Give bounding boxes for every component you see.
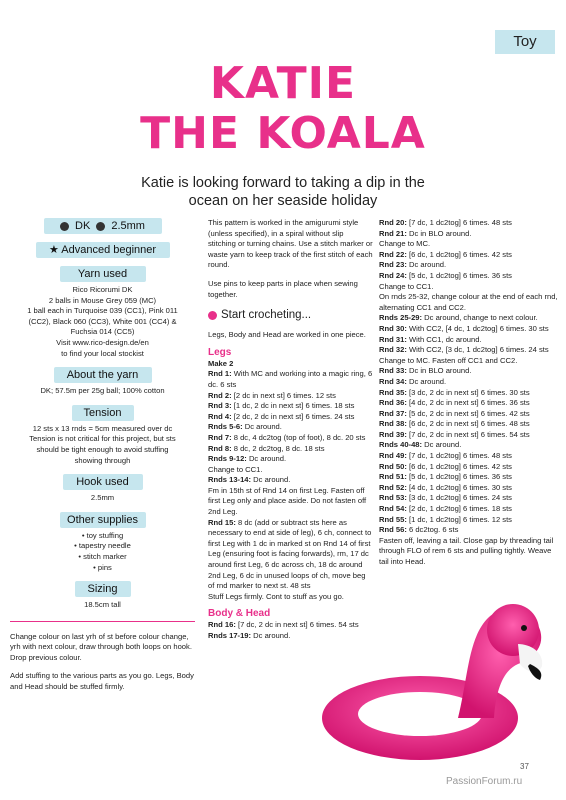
hook-size-spec: 2.5mm — [111, 220, 145, 232]
pattern-row — [379, 398, 559, 409]
yarn-line: to find your local stockist — [61, 348, 144, 358]
pattern-row — [208, 475, 373, 486]
yarn-line: Rico Ricorumi DK — [72, 285, 133, 294]
tension-line: 12 sts x 13 rnds = 5cm measured over dc — [32, 423, 173, 433]
pattern-row — [379, 504, 559, 515]
about-yarn-heading: About the yarn — [54, 367, 152, 383]
make-2: Make 2 — [208, 358, 234, 368]
round-label: Rnd 1: — [208, 369, 232, 379]
pattern-row — [208, 444, 373, 455]
tension-line: should be tight enough to avoid stuffing — [36, 444, 169, 454]
round-text: 6 dc2tog. 6 sts — [408, 525, 459, 535]
supply-item: • tapestry needle — [74, 541, 131, 551]
round-label: Rnds 13-14: — [208, 475, 252, 485]
round-label: Rnd 2: — [208, 390, 232, 400]
round-label: Rnd 51: — [379, 472, 407, 482]
title-line-2: THE KOALA — [140, 108, 426, 159]
start-crocheting — [208, 308, 373, 322]
round-text: Dc around. — [408, 260, 447, 270]
yarn-line: (CC2), Black 060 (CC3), White 001 (CC4) & — [28, 316, 177, 326]
round-label: Rnd 55: — [379, 514, 407, 524]
round-label: Rnd 23: — [379, 260, 407, 270]
round-label: Rnd 35: — [379, 387, 407, 397]
round-text: [6 dc, 1 dc2tog] 6 times. 42 sts — [408, 461, 512, 471]
round-text: Change to CC1. — [208, 464, 263, 474]
round-label: Rnd 36: — [379, 398, 407, 408]
level-pill — [36, 242, 170, 258]
round-text: [2 dc, 2 dc in next st] 6 times. 24 sts — [233, 411, 355, 421]
about-yarn-text: DK; 57.5m per 25g ball; 100% cotton — [40, 386, 165, 396]
pattern-row — [379, 440, 559, 451]
divider — [10, 621, 195, 622]
pieces-paragraph: Legs, Body and Head are worked in one piece. — [208, 330, 366, 340]
sizing-heading: Sizing — [75, 581, 131, 597]
pattern-row — [379, 229, 559, 240]
pattern-row — [208, 412, 373, 423]
yarn-line: 1 ball each in Turquoise 039 (CC1), Pink 011 — [27, 306, 178, 316]
hook-used-heading: Hook used — [63, 474, 143, 490]
round-text: 8 dc, 4 dc2tog (top of foot), 8 dc. 20 sts — [233, 432, 366, 442]
round-label: Rnd 33: — [379, 366, 407, 376]
round-text: [3 dc, 1 dc2tog] 6 times. 24 sts — [408, 493, 512, 503]
colour-change-note: Change colour on last yrh of st before colour change, yrh with next colour, draw through both loops on hook. Drop previous colour. — [10, 631, 192, 662]
round-label: Rnd 52: — [379, 482, 407, 492]
round-text: [4 dc, 2 dc in next st] 6 times. 36 sts — [408, 398, 530, 408]
round-label: Rnd 15: — [208, 517, 236, 527]
info-column — [10, 218, 195, 693]
pattern-row — [208, 465, 373, 476]
pattern-row — [379, 536, 559, 568]
round-text: Change to MC. — [379, 239, 431, 249]
round-text: [7 dc, 1 dc2tog] 6 times. 48 sts — [408, 218, 512, 227]
supply-item: • stitch marker — [78, 551, 127, 561]
round-label: Rnds 17-19: — [208, 631, 252, 640]
round-label: Rnd 31: — [379, 334, 407, 344]
yarn-ball-icon — [60, 222, 69, 231]
round-text: [5 dc, 1 dc2tog] 6 times. 36 sts — [408, 270, 512, 280]
round-text: Dc around. — [248, 454, 287, 464]
round-text: Fasten off, leaving a tail. Close gap by threading tail through FLO of rem 6 sts and pulling tightly. Weave tail into Head. — [379, 535, 554, 566]
round-label: Rnd 49: — [379, 451, 407, 461]
pattern-row — [379, 218, 559, 229]
round-text: Dc in BLO around. — [408, 228, 472, 238]
hook-used-text: 2.5mm — [90, 493, 115, 503]
star-icon: ★ — [48, 244, 59, 256]
start-heading: Start crocheting... — [221, 309, 312, 322]
pattern-row — [379, 472, 559, 483]
yarn-ball-icon — [208, 311, 217, 320]
round-label: Rnd 53: — [379, 493, 407, 503]
round-text: Dc around. — [424, 440, 462, 450]
pattern-row — [208, 401, 373, 412]
round-label: Rnds 25-29: — [379, 313, 423, 323]
pattern-row — [379, 250, 559, 261]
pattern-row — [379, 260, 559, 271]
round-text: Dc around. — [253, 631, 291, 640]
yarn-line: 2 balls in Mouse Grey 059 (MC) — [48, 295, 157, 305]
round-text: [1 dc, 2 dc in next st] 6 times. 18 sts — [233, 401, 355, 411]
round-label: Rnd 39: — [379, 429, 407, 439]
watermark: PassionForum.ru — [446, 776, 523, 787]
intro-paragraph: This pattern is worked in the amigurumi style (unless specified), in a spiral without slip stitching or turning chains. Use a stitch marker or waste yarn to keep track of the first stitch of each round. — [208, 218, 373, 270]
pins-paragraph: Use pins to keep parts in place when sewing together. — [208, 278, 358, 299]
tension-text — [10, 424, 195, 466]
supply-item: • pins — [93, 562, 112, 572]
round-text: [6 dc, 1 dc2tog] 6 times. 42 sts — [408, 249, 512, 259]
round-label: Rnds 5-6: — [208, 422, 243, 432]
round-label: Rnds 40-48: — [379, 440, 423, 450]
pattern-row — [379, 345, 559, 356]
round-label: Rnd 21: — [379, 228, 407, 238]
round-text: Change to MC. Fasten off CC1 and CC2. — [379, 355, 518, 365]
round-text: [5 dc, 1 dc2tog] 6 times. 36 sts — [408, 472, 512, 482]
round-label: Rnd 22: — [379, 249, 407, 259]
tension-heading: Tension — [72, 405, 134, 421]
pattern-row — [379, 388, 559, 399]
legs-heading: Legs — [208, 346, 232, 358]
pattern-row — [379, 335, 559, 346]
pattern-row — [379, 271, 559, 282]
round-text: [7 dc, 2 dc in next st] 6 times. 54 sts — [237, 620, 359, 630]
tension-line: Tension is not critical for this project, but sts — [29, 434, 176, 444]
round-text: Dc in BLO around. — [408, 366, 472, 376]
round-text: 8 dc, 2 dc2tog, 8 dc. 18 sts — [233, 443, 325, 453]
round-text: Dc around. — [253, 475, 291, 485]
round-text: [2 dc in next st] 6 times. 12 sts — [233, 390, 336, 400]
round-label: Rnd 54: — [379, 504, 407, 514]
round-label: Rnd 32: — [379, 345, 407, 355]
round-text: [4 dc, 1 dc2tog] 6 times. 30 sts — [408, 482, 512, 492]
round-label: Rnd 20: — [379, 218, 407, 227]
yarn-weight: DK — [75, 220, 91, 232]
round-text: [6 dc, 2 dc in next st] 6 times. 48 sts — [408, 419, 530, 429]
section-badge: Toy — [495, 30, 555, 54]
round-text: [1 dc, 1 dc2tog] 6 times. 12 sts — [408, 514, 512, 524]
round-label: Rnd 56: — [379, 525, 407, 535]
round-text: [2 dc, 1 dc2tog] 6 times. 18 sts — [408, 504, 512, 514]
yarn-line: Fuchsia 014 (CC5) — [70, 327, 135, 337]
tension-line: showing through — [74, 455, 131, 465]
pattern-row — [379, 377, 559, 388]
title-line-1: KATIE — [209, 58, 357, 109]
round-label: Rnd 16: — [208, 620, 236, 630]
intro-text: Katie is looking forward to taking a dip in the ocean on her seaside holiday — [141, 175, 425, 209]
round-text: With MC and working into a magic ring, 6 dc. 6 sts — [208, 369, 373, 389]
round-text: With CC2, [3 dc, 1 dc2tog] 6 times. 24 sts — [408, 345, 549, 355]
round-label: Rnds 9-12: — [208, 454, 247, 464]
pattern-row — [208, 433, 373, 444]
body-rounds-cont — [379, 218, 559, 568]
round-text: On rnds 25-32, change colour at the end of each rnd, alternating CC1 and CC2. — [379, 292, 558, 312]
round-text: With CC2, [4 dc, 1 dc2tog] 6 times. 30 sts — [408, 323, 549, 333]
yarn-line: Visit www.rico-design.de/en — [56, 337, 149, 347]
pattern-row — [208, 369, 373, 390]
other-supplies-heading: Other supplies — [60, 512, 146, 528]
pattern-row — [379, 493, 559, 504]
round-text: 8 dc (add or subtract sts here as necessary to end at side of leg), 6 ch, connect to first Leg with 1 dc in marked st on Rnd 14 of first Leg (ensuring foot is facing forwards), rm, 17 dc around first Leg, 6 dc across ch, 18 dc around 2nd Leg, 6 dc in unused loops of ch, move beg of rnd marker to next st. 48 sts — [208, 517, 372, 591]
flamingo-eye — [521, 625, 527, 631]
round-label: Rnd 37: — [379, 408, 407, 418]
pattern-row — [379, 525, 559, 536]
page-number: 37 — [520, 762, 529, 771]
pattern-row — [379, 462, 559, 473]
spec-pill — [44, 218, 162, 234]
round-text: Fm in 15th st of Rnd 14 on first Leg. Fasten off first Leg only and place aside. Do not fasten off 2nd Leg. — [208, 485, 367, 517]
round-label: Rnd 7: — [208, 432, 232, 442]
level-label: Advanced beginner — [61, 244, 157, 256]
pattern-row — [379, 324, 559, 335]
hook-icon — [96, 222, 105, 231]
round-label: Rnd 50: — [379, 461, 407, 471]
pattern-row — [379, 451, 559, 462]
round-label: Rnd 8: — [208, 443, 232, 453]
pattern-row — [208, 454, 373, 465]
pattern-row — [208, 486, 373, 518]
pattern-row — [379, 483, 559, 494]
pattern-row — [379, 356, 559, 367]
pattern-row — [379, 239, 559, 250]
round-text: With CC1, dc around. — [408, 334, 482, 344]
round-text: Dc around. — [408, 376, 447, 386]
pattern-row — [379, 366, 559, 377]
pattern-row — [208, 422, 373, 433]
round-label: Rnd 30: — [379, 323, 407, 333]
round-text: [5 dc, 2 dc in next st] 6 times. 42 sts — [408, 408, 530, 418]
pattern-row — [379, 430, 559, 441]
round-text: Change to CC1. — [379, 281, 434, 291]
pattern-row — [379, 313, 559, 324]
pattern-row — [379, 292, 559, 313]
sizing-text: 18.5cm tall — [84, 600, 121, 610]
yarn-used-heading: Yarn used — [60, 266, 146, 282]
round-text: [3 dc, 2 dc in next st] 6 times. 30 sts — [408, 387, 530, 397]
supplies-list — [10, 531, 195, 573]
body-head-heading: Body & Head — [208, 608, 271, 620]
stuffing-note: Add stuffing to the various parts as you go. Legs, Body and Head should be stuffed firmly. — [10, 671, 194, 692]
round-label: Rnd 34: — [379, 376, 407, 386]
round-text: Stuff Legs firmly. Cont to stuff as you go. — [208, 591, 344, 601]
round-label: Rnd 3: — [208, 401, 232, 411]
round-label: Rnd 38: — [379, 419, 407, 429]
supply-item: • toy stuffing — [81, 530, 124, 540]
pattern-column-2 — [379, 218, 559, 568]
round-label: Rnd 24: — [379, 270, 407, 280]
round-text: [7 dc, 2 dc in next st] 6 times. 54 sts — [408, 429, 530, 439]
pattern-row — [379, 419, 559, 430]
round-text: [7 dc, 1 dc2tog] 6 times. 48 sts — [408, 451, 512, 461]
pattern-row — [379, 282, 559, 293]
pattern-row — [379, 409, 559, 420]
round-label: Rnd 4: — [208, 411, 232, 421]
flamingo-ring-image — [318, 568, 566, 768]
round-text: Dc around, change to next colour. — [424, 313, 538, 323]
pattern-row — [208, 391, 373, 402]
pattern-row — [379, 515, 559, 526]
round-text: Dc around. — [244, 422, 282, 432]
yarn-used-text — [10, 285, 195, 359]
